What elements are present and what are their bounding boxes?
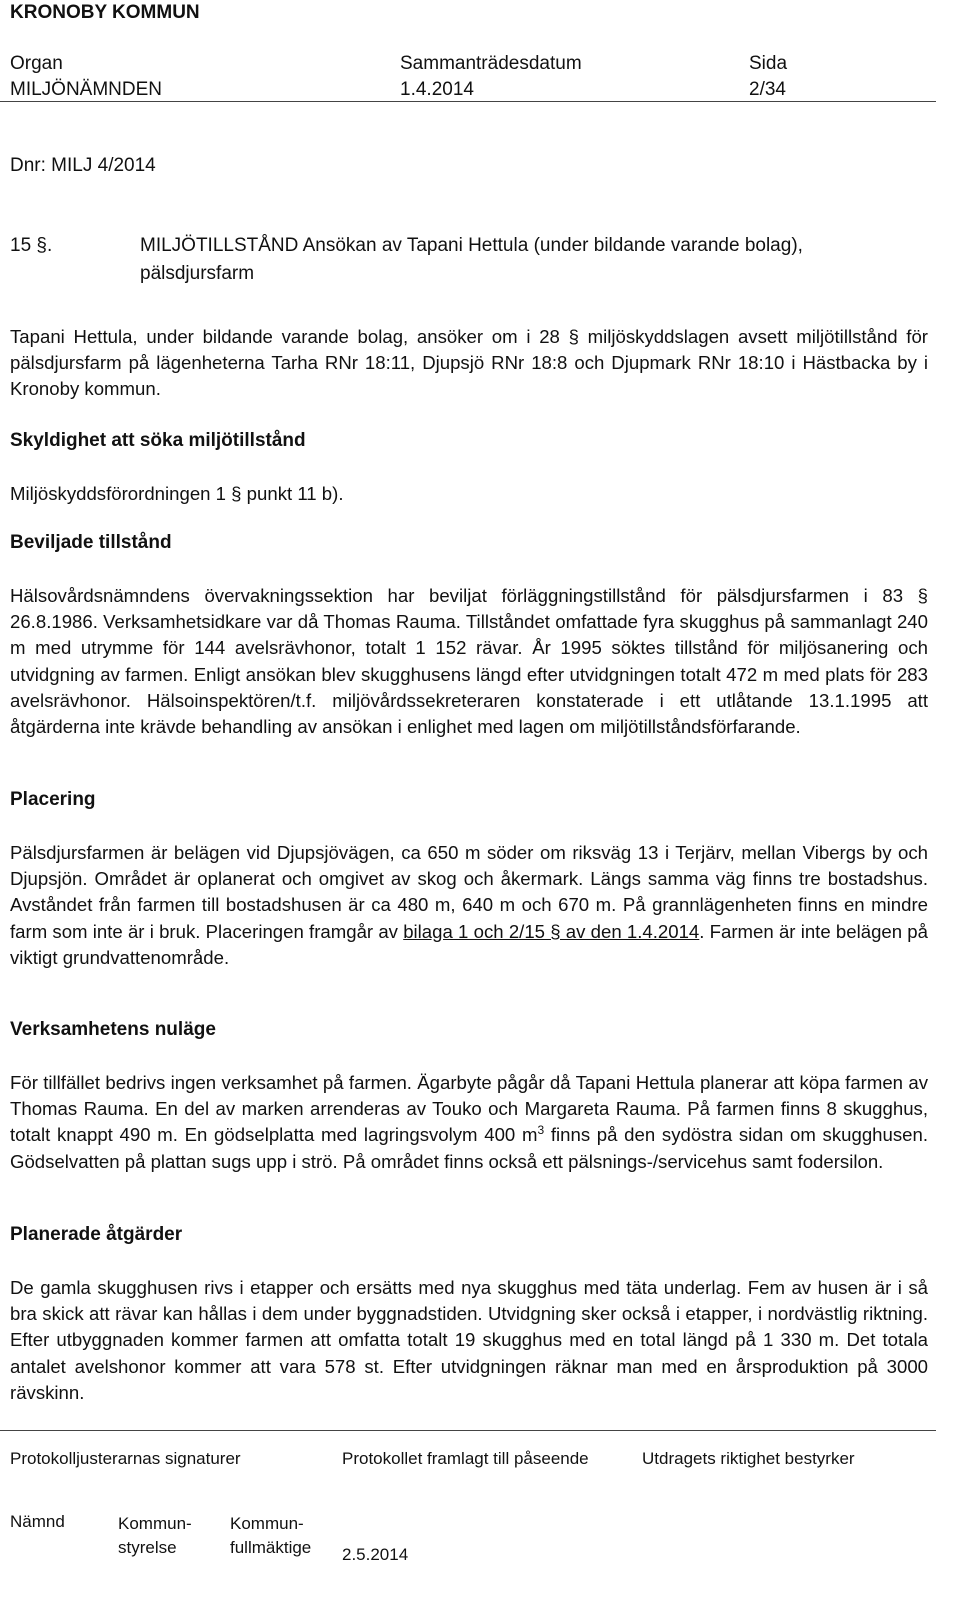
section-heading-nulage: Verksamhetens nuläge — [10, 1019, 216, 1040]
intro-paragraph — [10, 324, 928, 403]
footer-ks-line1: Kommun- — [118, 1514, 192, 1533]
planerade-text: De gamla skugghusen rivs i etapper och ersätts med nya skugghus med täta underlag. Fem av husen är i så bra skick att rävar kan hållas i dem under byggnadstiden. Utvidgning sker också i etapper, i nordvästlig riktning. Efter utbyggnaden kommer farmen att omfatta totalt 19 skugghus med en total längd på 1 330 m. Det totala antalet avelshonor kommer att vara 578 st. Efter utvidgningen räknar man med en årsproduktion på 3000 rävskinn. — [10, 1277, 928, 1403]
section-heading-planerade: Planerade åtgärder — [10, 1224, 183, 1245]
placering-text — [10, 840, 928, 971]
item-title: MILJÖTILLSTÅND Ansökan av Tapani Hettula (under bildande varande bolag), — [140, 235, 803, 256]
nulage-text-b: finns på den sydöstra sidan om skugghusen. Gödselvatten på plattan sugs upp i strö. På området finns också ett pälsnings-/servicehus samt fodersilon. — [10, 1124, 928, 1172]
beviljade-paragraph — [10, 583, 928, 740]
nulage-text-a: För tillfället bedrivs ingen verksamhet på farmen. Ägarbyte pågår då Tapani Hettula planerar att köpa farmen av Thomas Rauma. En del av marken arrenderas av Touko och Margareta Rauma. På farmen finns 8 skugghus, totalt knappt 490 m. En gödselplatta med lagringsvolym 400 m — [10, 1072, 928, 1146]
footer-kf-line2: fullmäktige — [230, 1538, 312, 1557]
organ-label: Organ — [10, 53, 63, 74]
meeting-date-label: Sammanträdesdatum — [400, 53, 582, 74]
diary-number: Dnr: MILJ 4/2014 — [10, 155, 156, 176]
skyldighet-text: Miljöskyddsförordningen 1 § punkt 11 b). — [10, 483, 344, 504]
page-label: Sida — [749, 53, 788, 74]
footer-certified: Utdragets riktighet bestyrker — [642, 1449, 855, 1468]
intro-text: Tapani Hettula, under bildande varande bolag, ansöker om i 28 § miljöskyddslagen avsett miljötillstånd för pälsdjursfarm på lägenheterna Tarha RNr 18:11, Djupsjö RNr 18:8 och Djupmark RNr 18:10 i Hästbacka by i Kronoby kommun. — [10, 326, 928, 400]
organ-value: MILJÖNÄMNDEN — [10, 79, 163, 100]
section-heading-beviljade: Beviljade tillstånd — [10, 532, 172, 553]
item-number: 15 §. — [10, 235, 53, 256]
placering-paragraph — [10, 840, 928, 971]
footer-kommunfullmaktige — [230, 1512, 311, 1560]
meeting-date-value: 1.4.2014 — [400, 79, 474, 100]
organ-block — [10, 51, 162, 103]
placering-text-b: . Farmen är inte belägen på viktigt grundvattenområde. — [10, 920, 928, 968]
cubic-superscript: 3 — [537, 1123, 545, 1138]
section-heading-placering: Placering — [10, 789, 96, 810]
item-title-continued: pälsdjursfarm — [140, 263, 255, 284]
nulage-paragraph — [10, 1070, 928, 1175]
footer-date: 2.5.2014 — [342, 1545, 409, 1564]
skyldighet-paragraph — [10, 481, 928, 507]
page-value: 2/34 — [749, 79, 786, 100]
footer-presented: Protokollet framlagt till påseende — [342, 1449, 589, 1468]
page-number-block — [749, 51, 787, 103]
footer-namnd: Nämnd — [10, 1512, 65, 1531]
section-heading-skyldighet: Skyldighet att söka miljötillstånd — [10, 430, 306, 451]
placering-text-a: Pälsdjursfarmen är belägen vid Djupsjövägen, ca 650 m söder om riksväg 13 i Terjärv, mellan Vibergs by och Djupsjön. Området är oplanerat och omgivet av skog och åkermark. Längs samma väg finns tre bostadshus. Avståndet från farmen till bostadshusen är ca 480 m, 640 m och 670 m. På grannlägenheten finns en mindre farm som inte är i bruk. Placeringen framgår av — [10, 842, 928, 942]
attachment-link[interactable]: bilaga 1 och 2/15 § av den 1.4.2014 — [403, 920, 700, 942]
planerade-paragraph — [10, 1275, 928, 1406]
footer-signatures: Protokolljusterarnas signaturer — [10, 1449, 241, 1468]
footer-kf-line1: Kommun- — [230, 1514, 304, 1533]
nulage-text — [10, 1070, 928, 1175]
meeting-date-block — [400, 51, 582, 103]
footer-kommunstyrelse — [118, 1512, 192, 1560]
header-divider — [0, 101, 936, 102]
footer-ks-line2: styrelse — [118, 1538, 177, 1557]
beviljade-text: Hälsovårdsnämndens övervakningssektion har beviljat förläggningstillstånd för pälsdjursfarmen i 83 § 26.8.1986. Verksamhetsidkare var då Thomas Rauma. Tillståndet omfattade fyra skugghus på sammanlagt 240 m med utrymme för 144 avelsrävhonor, totalt 1 152 rävar. År 1995 söktes tillstånd för miljösanering och utvidgning av farmen. Enligt ansökan blev skugghusens längd efter utvidgningen totalt 472 m med plats för 283 avelsrävhonor. Hälsoinspektören/t.f. miljövårdssekreteraren konstaterade i ett utlåtande 13.1.1995 att åtgärderna inte krävde behandling av ansökan i enlighet med lagen om miljötillståndsförfarande. — [10, 585, 928, 738]
footer-divider — [0, 1430, 936, 1431]
municipality-name: KRONOBY KOMMUN — [10, 2, 200, 23]
